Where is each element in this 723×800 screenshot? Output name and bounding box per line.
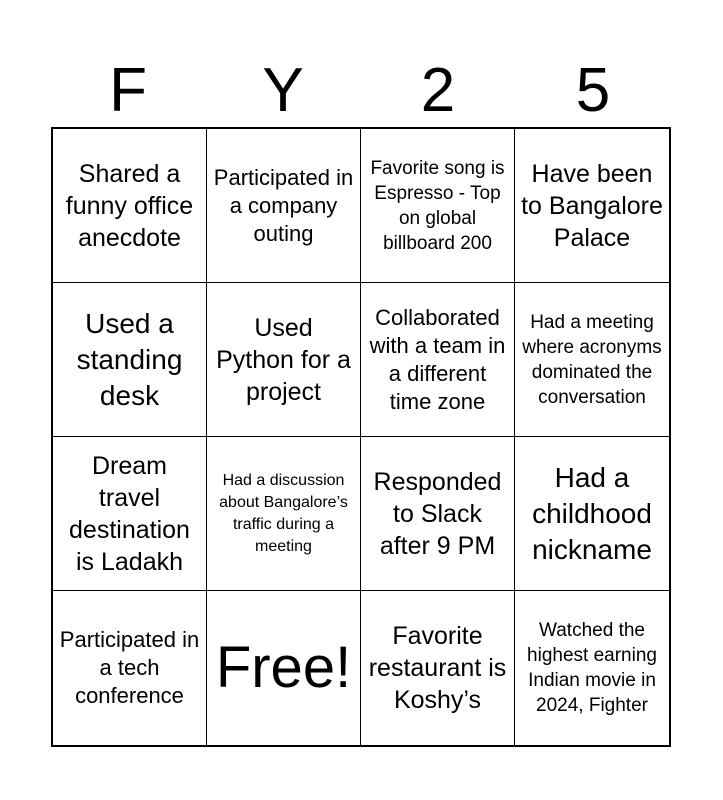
cell-text: Responded to Slack after 9 PM — [373, 467, 502, 560]
title-letter-y: Y — [262, 56, 304, 125]
cell-text: Watched the highest earning Indian movie in 2024, Fighter — [527, 620, 657, 716]
bingo-cell[interactable] — [361, 437, 515, 591]
cell-text: Used Python for a project — [216, 313, 351, 406]
bingo-cell[interactable] — [515, 437, 669, 591]
bingo-grid — [51, 127, 671, 747]
cell-text: Dream travel destination is Ladakh — [69, 451, 190, 576]
bingo-cell[interactable] — [53, 437, 207, 591]
cell-text: Collaborated with a team in a different time zone — [369, 304, 506, 414]
bingo-cell[interactable] — [207, 283, 361, 437]
cell-text: Participated in a tech conference — [59, 627, 200, 708]
title-letter-5: 5 — [575, 56, 611, 125]
cell-text: Had a meeting where acronyms dominated the conversation — [522, 311, 662, 408]
bingo-free-space[interactable] — [207, 591, 361, 745]
bingo-cell[interactable] — [515, 591, 669, 745]
bingo-cell[interactable] — [361, 129, 515, 283]
cell-text: Shared a funny office anecdote — [65, 159, 194, 252]
cell-text: Used a standing desk — [76, 307, 183, 411]
bingo-cell[interactable] — [207, 437, 361, 591]
cell-text: Had a discussion about Bangalore’s traffic during a meeting — [219, 471, 348, 555]
bingo-cell[interactable] — [361, 283, 515, 437]
bingo-cell[interactable] — [53, 283, 207, 437]
bingo-cell[interactable] — [361, 591, 515, 745]
cell-text: Participated in a company outing — [213, 164, 354, 246]
bingo-cell[interactable] — [515, 283, 669, 437]
title-letter-2: 2 — [420, 56, 456, 125]
cell-text: Had a childhood nickname — [532, 461, 652, 565]
bingo-cell[interactable] — [53, 591, 207, 745]
bingo-cell[interactable] — [207, 129, 361, 283]
title-letter-f: F — [109, 56, 147, 125]
bingo-cell[interactable] — [53, 129, 207, 283]
free-space-label: Free! — [215, 635, 352, 700]
cell-text: Favorite restaurant is Koshy’s — [368, 622, 507, 714]
cell-text: Have been to Bangalore Palace — [521, 159, 663, 252]
cell-text: Favorite song is Espresso - Top on global billboard 200 — [370, 157, 505, 254]
bingo-cell[interactable] — [515, 129, 669, 283]
